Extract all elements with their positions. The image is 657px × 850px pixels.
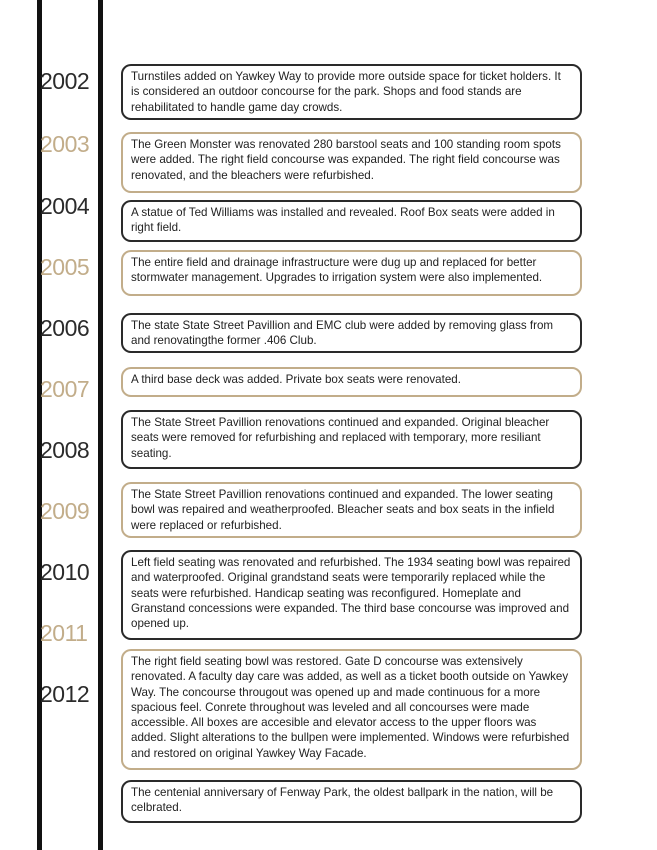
year-2008: 2008	[40, 437, 90, 463]
entry-2010: Left field seating was renovated and refurbished. The 1934 seating bowl was repaired and waterproofed. Original grandstand seats were temporarily replaced while the seats were refurbished. Handicap seating was reconfigured. Homeplate and Granstand concessions were expanded. The third base concourse was improved and opened up.	[121, 550, 582, 640]
year-2006: 2006	[40, 315, 90, 341]
entry-2008: The State Street Pavillion renovations continued and expanded. Original bleacher seats were removed for refurbishing and replaced with temporary, more resiliant seating.	[121, 410, 582, 469]
entry-2003: The Green Monster was renovated 280 barstool seats and 100 standing room spots were added. The right field concourse was expanded. The right field concourse was renovated, and the bleachers were refurbished.	[121, 132, 582, 193]
entry-2011: The right field seating bowl was restored. Gate D concourse was extensively renovated. A faculty day care was added, as well as a ticket booth outside on Yawkey Way. The concourse througout was opened up and made continuous for a more spacious feel. Conrete throughout was leveled and all concourses were made accessible. All boxes are accesible and elevator access to the upper floors was added. Slight alterations to the bullpen were implemented. Windows were refurbished and restored on original Yawkey Way Facade.	[121, 649, 582, 770]
entry-2006: The state State Street Pavillion and EMC club were added by removing glass from and renovatingthe former .406 Club.	[121, 313, 582, 353]
entry-2004: A statue of Ted Williams was installed and revealed. Roof Box seats were added in right field.	[121, 200, 582, 242]
entry-2009: The State Street Pavillion renovations continued and expanded. The lower seating bowl was repaired and weatherproofed. Bleacher seats and box seats in the infield were replaced or refurbished.	[121, 482, 582, 538]
entry-2012: The centenial anniversary of Fenway Park, the oldest ballpark in the nation, will be celbrated.	[121, 780, 582, 823]
year-2003: 2003	[40, 131, 90, 157]
entry-2002: Turnstiles added on Yawkey Way to provide more outside space for ticket holders. It is considered an outdoor concourse for the park. Shops and food stands are rehabilitated to handle game day crowds.	[121, 64, 582, 120]
year-2011: 2011	[40, 620, 88, 646]
timeline-rule-left	[37, 0, 42, 850]
entry-2007: A third base deck was added. Private box seats were renovated.	[121, 367, 582, 397]
year-2005: 2005	[40, 254, 90, 280]
year-2007: 2007	[40, 376, 90, 402]
year-2010: 2010	[40, 559, 90, 585]
timeline-rule-right	[98, 0, 103, 850]
year-2004: 2004	[40, 193, 90, 219]
year-2012: 2012	[40, 681, 90, 707]
entry-2005: The entire field and drainage infrastructure were dug up and replaced for better stormwater management. Upgrades to irrigation system were also implemented.	[121, 250, 582, 296]
year-2002: 2002	[40, 68, 90, 94]
year-2009: 2009	[40, 498, 90, 524]
